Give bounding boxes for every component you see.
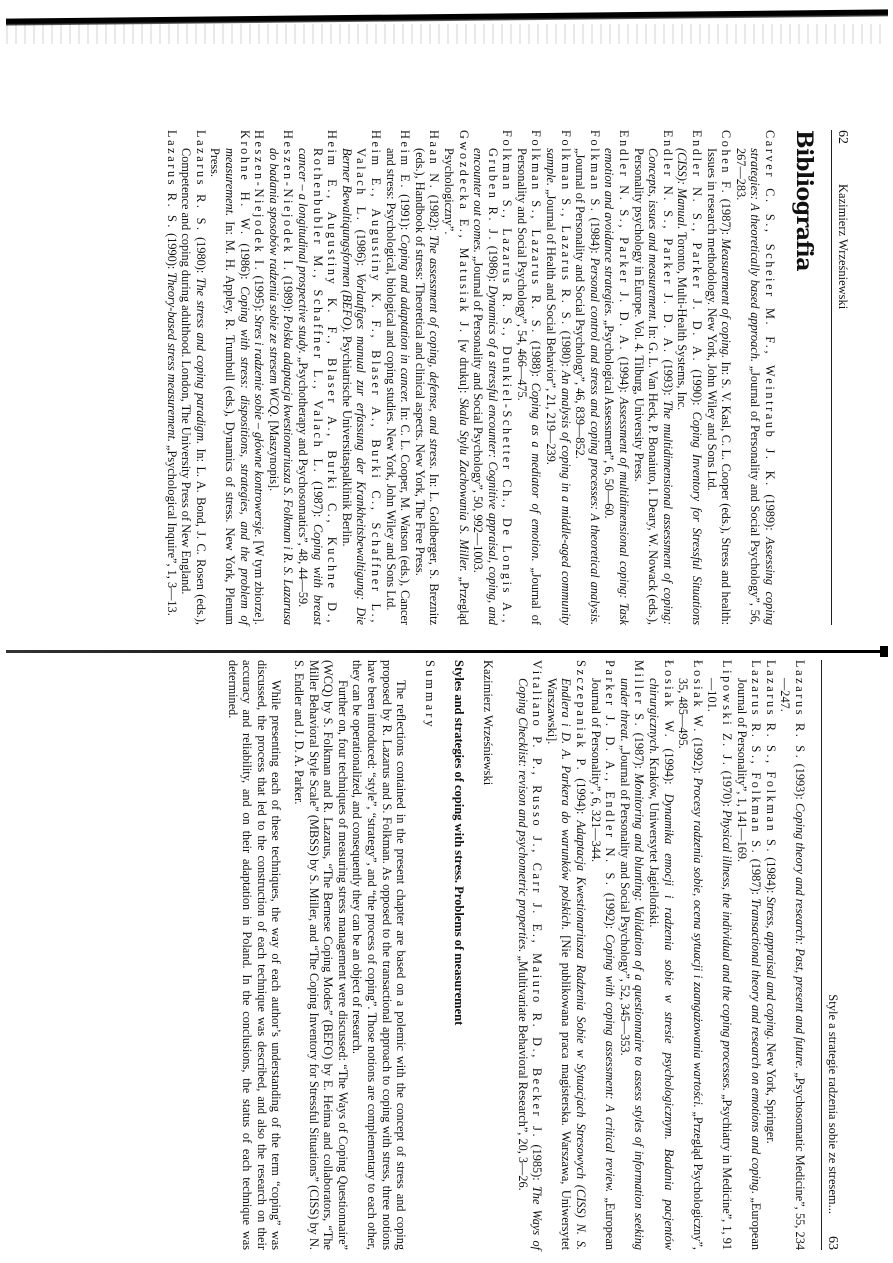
entry-source: „European Journal of Personality”, 1, 141—169. — [734, 678, 764, 1250]
entry-title: Assessing coping strategies: A theoretically based approach. — [748, 148, 777, 625]
entry-source: „Psychological Inquire”, 1, 3—13. — [164, 445, 179, 616]
entry-year: (1991): — [398, 194, 413, 231]
bibliography-entry — [573, 130, 602, 625]
bibliography-entry — [646, 660, 675, 1250]
entry-year: (1987): — [719, 198, 734, 235]
entry-year: (1987): — [632, 732, 647, 769]
entry-authors: Heszen-Niejodek I. — [281, 130, 296, 273]
page-number: 63 — [825, 1236, 840, 1250]
entry-source: In: M. H. Appley, R. Trumbull (eds.), Dynamics of stress. New York, Plenum Press. — [208, 148, 238, 626]
entry-source: In: S. V. Kasl, C. L. Cooper (eds.), Stress and health: Issues in research methodology. New York, John Wiley and Sons Ltd. — [704, 148, 734, 626]
entry-authors: Haan N. — [427, 130, 442, 191]
bibliography-entry — [179, 130, 208, 625]
entry-year: (1980): — [193, 237, 208, 274]
running-head — [821, 660, 840, 1250]
entry-year: (1980): — [558, 330, 573, 367]
entry-year: (1986): — [237, 243, 252, 280]
entry-authors: Heim E., Augustiny K. F., Blaser A., Burki C., Schaffner L., Valach L. — [354, 130, 383, 625]
entry-source: „Multivariate Behavioral Research”, 20, 3—26. — [515, 955, 530, 1191]
entry-title: The stress and coping paradigm. — [193, 277, 208, 445]
entry-source: In: L. A. Bond, J. C. Rosen (eds.), Competence and coping during adulthood. London, The University Press of New England. — [179, 148, 208, 625]
summary-paragraph: While presenting each of these techniques, the way of each author’s understanding of the term “coping” was discussed, the process that led to the construction of each technique was described, and also the research on their accuracy and reliability, and on their adaptation in Poland. In the conclusions, the status of each technique was determined. — [225, 660, 284, 1250]
entry-source: „Przegląd Psychologiczny”, 35, 485—495. — [676, 678, 705, 1251]
entry-authors: Endler N. S., Parker J. D. A. — [660, 130, 675, 355]
entry-year: (1984): — [763, 857, 778, 894]
entry-source: In: G. L. Van Heck, P. Bonaiuto, I. Deary, W. Nowack (eds.), Personality psychology in Europe. Vol. 4. Tilburg, University Press. — [631, 148, 661, 626]
entry-year: (1987): — [749, 858, 764, 895]
bibliography-list — [164, 130, 777, 625]
entry-year: (1988): — [529, 340, 544, 377]
entry-source: „European Journal of Personality”, 6, 321—344. — [588, 678, 618, 1250]
entry-authors: Łosiak W. — [661, 660, 676, 740]
entry-title: Theory-based stress measurement. — [164, 272, 179, 442]
entry-source: „Journal of Health and Social Behavior”, 21, 219—239. — [544, 189, 559, 465]
scan-noise-artifact — [6, 24, 888, 44]
bibliography-entry — [631, 130, 675, 625]
entry-year: [w druku]: — [456, 339, 471, 394]
entry-title: Stress, appraisal and coping. — [763, 896, 778, 1040]
entry-source: „Journal of Personality and Social Psychology”, 54, 466—475. — [514, 148, 544, 625]
summary-title: Styles and strategies of coping with stress. Problems of measurement — [452, 660, 467, 1026]
bibliography-entry — [602, 130, 631, 625]
entry-year: (1982): — [427, 194, 442, 231]
entry-year: (1985): — [530, 1144, 545, 1181]
entry-authors: Folkman S., Lazarus R. S. — [529, 130, 544, 335]
bibliography-entry — [617, 660, 646, 1250]
bibliography-entry — [412, 130, 441, 625]
entry-authors: Szczepaniak P. — [574, 660, 589, 773]
entry-title: Coping with stress: dispositions, strategies, and the problem of measurement. — [223, 148, 252, 625]
entry-authors: Miller S. — [632, 660, 647, 729]
section-title: Bibliografia — [791, 130, 817, 272]
entry-authors: Heszen-Niejodek I. — [252, 130, 267, 273]
bibliography-entry — [705, 660, 734, 1250]
summary-body — [225, 660, 408, 1250]
entry-year: (1990): — [164, 233, 179, 270]
entry-source: „Psychological Assessment”, 6, 50—60. — [602, 319, 617, 519]
entry-authors: Lazarus R. S. — [793, 660, 807, 761]
entry-authors: Lazarus R. S. — [164, 130, 179, 231]
entry-authors: Parker J. D. A., Endler N. S. — [603, 660, 618, 888]
entry-year: (1992): — [690, 737, 705, 774]
page-gutter-edge — [880, 646, 888, 657]
entry-year: (1989): — [763, 494, 777, 531]
entry-authors: Folkman S., Lazarus R. S., Dunkiel-Schetter Ch., De Longis A., Gruben R. J. — [485, 130, 515, 625]
entry-source: Psychiatrische Universitaspalklinik Berlin. — [339, 335, 354, 547]
entry-authors: Vitaliano P. P., Russo J., Carr J. E., Maiuro R. D., Becker J. — [530, 660, 545, 1140]
entry-source: „Journal of Personality and Social Psychology”, 50, 992—1003. — [471, 255, 486, 573]
bibliography-entry — [252, 130, 267, 625]
bibliography-entry — [734, 660, 763, 1250]
entry-title: Dynamika emocji i radzenia sobie w stresie psychologicznym. Badania pacjentów chirurgicznych. — [647, 678, 676, 1250]
entry-year: (1986): — [354, 229, 369, 266]
entry-title: An analysis of coping in a middle-aged community sample. — [544, 148, 573, 626]
entry-authors: Heim E., Augustiny K. F., Blaser A., Burki C., Kuchne D., Rothenbubler M., Schaffner L., Valach L. — [310, 130, 340, 625]
entry-title: The Ways of Coping Checklist: revison and psychometric properties. — [515, 678, 545, 1251]
entry-authors: Cohen F. — [719, 130, 734, 196]
bibliography-entry — [441, 130, 470, 625]
entry-title: Coping Inventory for Stressful Situations (CISS): Manual. — [675, 148, 705, 626]
entry-authors: Krohne H. W. — [237, 130, 252, 237]
entry-title: Coping and adaptation in cancer. — [398, 234, 413, 403]
entry-year: (1994): — [617, 356, 632, 393]
bibliography-entry — [295, 130, 339, 625]
bibliography-entry — [763, 660, 778, 1250]
bibliography-entry — [164, 130, 179, 625]
entry-authors: Carver C. S., Scheier M. F., Weintraub J. K. — [763, 130, 777, 488]
entry-year: (1990): — [690, 369, 705, 406]
running-head-author: Kazimierz Wrześniewski — [836, 184, 850, 310]
bibliography-entry — [588, 660, 617, 1250]
entry-authors: Endler N. S., Parker J. D. A. — [617, 130, 632, 353]
entry-source: „Psychotherapy and Psychosomatics”, 48, 44—59. — [296, 356, 310, 608]
running-head-title: Style a strategie radzenia sobie ze stresem... — [826, 994, 840, 1214]
entry-year: (1994): — [574, 778, 589, 815]
entry-year: (1987): — [310, 481, 325, 518]
bibliography-entry — [383, 130, 412, 625]
bibliography-entry — [544, 660, 588, 1250]
entry-title: Assessment of multidimensional coping: Task emotion and avoidance strategies. — [602, 148, 632, 626]
entry-year: (1989): — [281, 275, 296, 313]
entry-authors: Lazarus R. S., Folkman S. — [763, 660, 778, 855]
entry-year: (1993): — [660, 359, 675, 396]
bibliography-list — [515, 660, 807, 1250]
entry-authors: Lazarus R. S., Folkman S. — [749, 660, 764, 856]
page-gutter — [6, 650, 886, 653]
entry-title: Physical illness, the individual and the coping processes. — [720, 810, 735, 1091]
entry-authors: Folkman S. — [587, 130, 602, 214]
entry-source: In: L. Goldberger, S. Breznitz (eds.), Handbook of stress: Theoretical and clinical aspects. New York, The Free Press. — [412, 148, 442, 625]
entry-authors: Lipowski Z. J. — [720, 660, 735, 768]
page-number: 62 — [835, 130, 850, 144]
bibliography-entry — [514, 130, 543, 625]
summary-author: Kazimierz Wrześniewski — [481, 660, 496, 786]
entry-title: Coping theory and research: Past, present and future. — [793, 803, 807, 1070]
entry-title: The assessment of coping, defense, and stress. — [427, 235, 442, 470]
bibliography-entry — [471, 130, 515, 625]
entry-source: New York, Springer. — [763, 1042, 778, 1144]
entry-authors: Endler N. S., Parker J. D. A. — [690, 130, 705, 364]
entry-source: „Psychosomatic Medicine”, 55, 234—247. — [778, 678, 807, 1251]
entry-title: Personal control and stress and coping processes: A theoretical analysis. — [587, 257, 602, 625]
bibliography-entry — [266, 130, 295, 625]
bibliography-entry — [676, 660, 705, 1250]
entry-source: „Psychiatry in Medicine”, 1, 91—101. — [705, 678, 735, 1250]
bibliography-entry — [778, 660, 807, 1250]
entry-authors: Łosiak W. — [690, 660, 705, 734]
entry-year: (1970): — [720, 770, 735, 807]
entry-source: Toronto, Multi-Health Systems, Inc. — [675, 232, 690, 411]
entry-year: (1992): — [603, 892, 618, 930]
bibliography-entry — [208, 130, 252, 625]
bibliography-entry — [675, 130, 704, 625]
entry-title: Skala Stylu Zachowania S. Miller. — [456, 398, 471, 572]
entry-authors: Heim E. — [398, 130, 413, 191]
entry-source: „Journal of Personality and Social Psychology”, 52, 345—353. — [617, 744, 632, 1056]
entry-year: (1984): — [587, 217, 602, 254]
entry-title: Stres i radzenie sobie – główne kontrowersje. — [252, 314, 267, 538]
entry-title: Measurement of coping. — [719, 238, 734, 359]
entry-title: Coping with coping assessment: A critical review. — [603, 934, 618, 1193]
entry-title: Coping with breast cancer – a longitudinal prospective study. — [296, 148, 325, 625]
entry-year: (1993): — [793, 763, 807, 800]
entry-title: Vorlaufiges manual zur erfassung der Krankheitsbewaltigung: Die Berner Bewaltiqungsformen (BEFO). — [339, 148, 369, 626]
summary-paragraph: The reflections contained in the present chapter are based on a polemic with the concept of stress and coping proposed by R. Lazarus and S. Folkman. As opposed to the transactional approach to coping with stress, three notions have been introduced: “style”, “strategy”, and “the process of coping”. Those notions are complementary to each other, they can be operationalized, and consequently they can be an object of research. — [350, 660, 409, 1250]
running-head — [831, 130, 850, 625]
entry-title: Procesy radzenia sobie, ocena sytuacji i zaangażowania wartości. — [690, 777, 705, 1108]
entry-authors: Lazarus R. S. — [193, 130, 208, 233]
bibliography-entry — [339, 130, 383, 625]
entry-year: (1994): — [661, 748, 676, 785]
page-62 — [20, 130, 850, 625]
entry-title: Transactional theory and research on emotions and coping. — [749, 898, 764, 1195]
entry-source: In: C. L. Cooper, M. Watson (eds.), Cancer and stress: Psychological, biological and coping studies. New York, John Wiley and Sons Ltd. — [383, 148, 413, 625]
entry-title: The multidimensional assessment of coping: Concepts, issues and measurement. — [646, 148, 675, 626]
entry-year: (1986): — [485, 245, 500, 282]
entry-authors: Folkman S., Lazarus R. S. — [558, 130, 573, 327]
bibliography-entry — [733, 130, 777, 625]
entry-source: „Journal of Personality and Social Psychology”, 46, 839—852. — [573, 148, 588, 459]
entry-title: Dynamics of a stressful encounter: Cognitive appraisal, coping, and encounter out comes. — [471, 148, 500, 626]
summary-heading: Summary — [423, 660, 438, 730]
entry-year: (1995): — [252, 275, 267, 312]
entry-title: Adaptacja Kwestionariusza Radzenia Sobie w Sytuacjach Stresowych (CISS) N. S. Endlera i D. A. Parkera do warunków polskich. — [559, 678, 589, 1250]
entry-authors: Gwozdecka E., Matusiak J. — [456, 130, 471, 335]
summary-paragraph: Further on, four techniques of measuring stress management were discussed: “The Ways of Coping Questionnaire” (WCQ) by S. Folkman and R. Lazarus, “The Bernese Coping Modes” (BEFO) by E. Heima and collaborators, “The Miller Behavioral Style Scale” (MBSS) by S. Miller, and “The Coping Inventory for Stressful Situations” (CISS) by N. S. Endler and J. D. A. Parker. — [291, 660, 350, 1250]
bibliography-entry — [515, 660, 544, 1250]
entry-title: Coping as a mediator of emotion. — [529, 382, 544, 562]
entry-source: Kraków, Uniwersytet Jagielloński. — [647, 757, 662, 928]
entry-title: Polska adaptacja kwestionariusza S. Folkman i R. S. Lazarusa do badania sposobów radzenia sobie ze stresem WCQ. — [266, 148, 296, 626]
entry-source: [Nie publikowana praca magisterska. Warszawa, Uniwersytet Warszawski]. — [544, 678, 574, 1250]
entry-title: Monitoring and blunting: Validation of a questionnaire to assess styles of information seeking under threat. — [617, 678, 647, 1251]
entry-source: [W tym zbiorze]. — [252, 540, 267, 625]
entry-source: „Journal of Personality and Social Psychology”, 56, 267—283. — [733, 148, 763, 625]
bibliography-entry — [704, 130, 733, 625]
page-63 — [80, 660, 840, 1250]
entry-source: [Maszynopis]. — [266, 420, 281, 492]
entry-source: „Przegląd Psychologiczny”. — [441, 148, 471, 626]
bibliography-entry — [544, 130, 573, 625]
